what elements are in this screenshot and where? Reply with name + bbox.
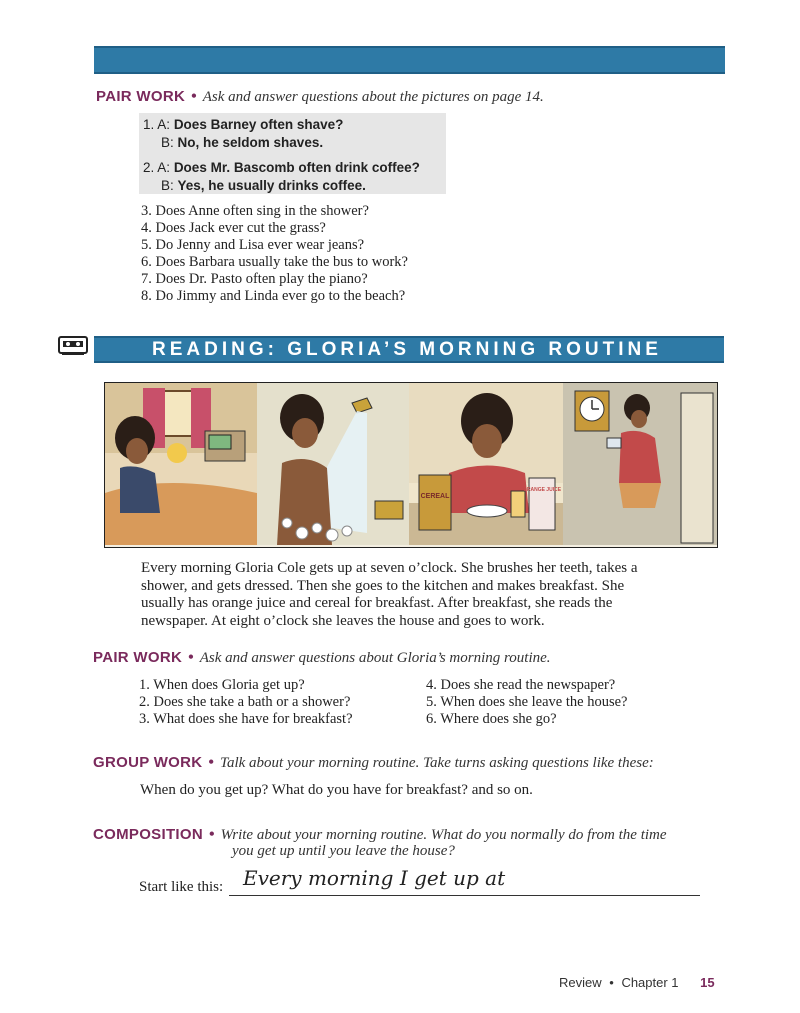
pair-work-2-heading [93, 649, 713, 667]
example-2-b: B: Yes, he usually drinks coffee. [161, 178, 366, 193]
pair-work-2-label: PAIR WORK [93, 649, 183, 666]
bullet: • [191, 88, 197, 105]
juice-carton-label: ORANGE JUICE [522, 487, 562, 493]
example-2-a: 2. A: Does Mr. Bascomb often drink coffee? [143, 160, 420, 175]
gloria-waking-up [105, 383, 259, 545]
bullet: • [208, 754, 215, 771]
handwritten-sample: Every morning I get up at [243, 866, 506, 890]
pair-work-1-label: PAIR WORK [96, 88, 186, 105]
start-label: Start like this: [139, 879, 224, 895]
list-item: 5. When does she leave the house? [426, 694, 628, 710]
example-1-a: 1. A: Does Barney often shave? [143, 117, 344, 132]
footer-section: Review [559, 975, 602, 990]
example-box [139, 113, 446, 194]
composition-label: COMPOSITION [93, 826, 203, 843]
pair-work-1-heading [96, 88, 716, 106]
pair-work-1-instruction: Ask and answer questions about the pictures on page 14. [202, 89, 544, 105]
gloria-showering [257, 383, 411, 545]
group-work-example: When do you get up? What do you have for breakfast? and so on. [140, 782, 533, 798]
list-item: 8. Do Jimmy and Linda ever go to the beach? [141, 288, 406, 304]
top-header-band [94, 46, 725, 74]
page-footer [559, 975, 715, 990]
group-work-heading [93, 754, 733, 772]
example-1-b: B: No, he seldom shaves. [161, 135, 324, 150]
list-item: 6. Does Barbara usually take the bus to work? [141, 254, 408, 270]
cassette-icon [58, 336, 88, 356]
list-item: 3. What does she have for breakfast? [139, 711, 353, 727]
pair-work-2-questions-col2 [426, 677, 696, 728]
page-number: 15 [700, 975, 715, 990]
list-item: 5. Do Jenny and Lisa ever wear jeans? [141, 237, 365, 253]
list-item: 3. Does Anne often sing in the shower? [141, 203, 369, 219]
list-item: 4. Does she read the newspaper? [426, 677, 616, 693]
group-work-instruction: Talk about your morning routine. Take turns asking questions like these: [220, 755, 654, 771]
bullet: • [208, 826, 215, 843]
reading-title-band [94, 336, 724, 363]
list-item: 2. Does she take a bath or a shower? [139, 694, 351, 710]
list-item: 4. Does Jack ever cut the grass? [141, 220, 326, 236]
writing-line [229, 895, 700, 896]
pair-work-1-questions [141, 203, 461, 305]
reading-title: READING: GLORIA’S MORNING ROUTINE [152, 339, 662, 360]
composition-instruction-line2: you get up until you leave the house? [232, 843, 455, 859]
gloria-leaving-house [563, 383, 717, 545]
gloria-eating-breakfast [409, 383, 565, 545]
pair-work-2-instruction: Ask and answer questions about Gloria’s morning routine. [199, 650, 551, 666]
comic-strip [104, 382, 718, 548]
reading-paragraph: Every morning Gloria Cole gets up at seven o’clock. She brushes her teeth, takes a shower, and gets dressed. Then she goes to the kitchen and makes breakfast. She usually has orange juice and cereal for breakfast. After breakfast, she reads the newspaper. At eight o’clock she leaves the house and goes to work. [141, 560, 638, 629]
list-item: 6. Where does she go? [426, 711, 557, 727]
composition-instruction-line1: Write about your morning routine. What do you normally do from the time [220, 827, 667, 843]
bullet: • [188, 649, 194, 666]
cereal-box-label: CEREAL [420, 493, 450, 500]
footer-chapter: Chapter 1 [621, 975, 679, 990]
footer-bullet: • [609, 975, 614, 990]
list-item: 7. Does Dr. Pasto often play the piano? [141, 271, 368, 287]
composition-heading [93, 826, 733, 844]
list-item: 1. When does Gloria get up? [139, 677, 305, 693]
pair-work-2-questions-col1 [139, 677, 409, 728]
group-work-label: GROUP WORK [93, 754, 203, 771]
